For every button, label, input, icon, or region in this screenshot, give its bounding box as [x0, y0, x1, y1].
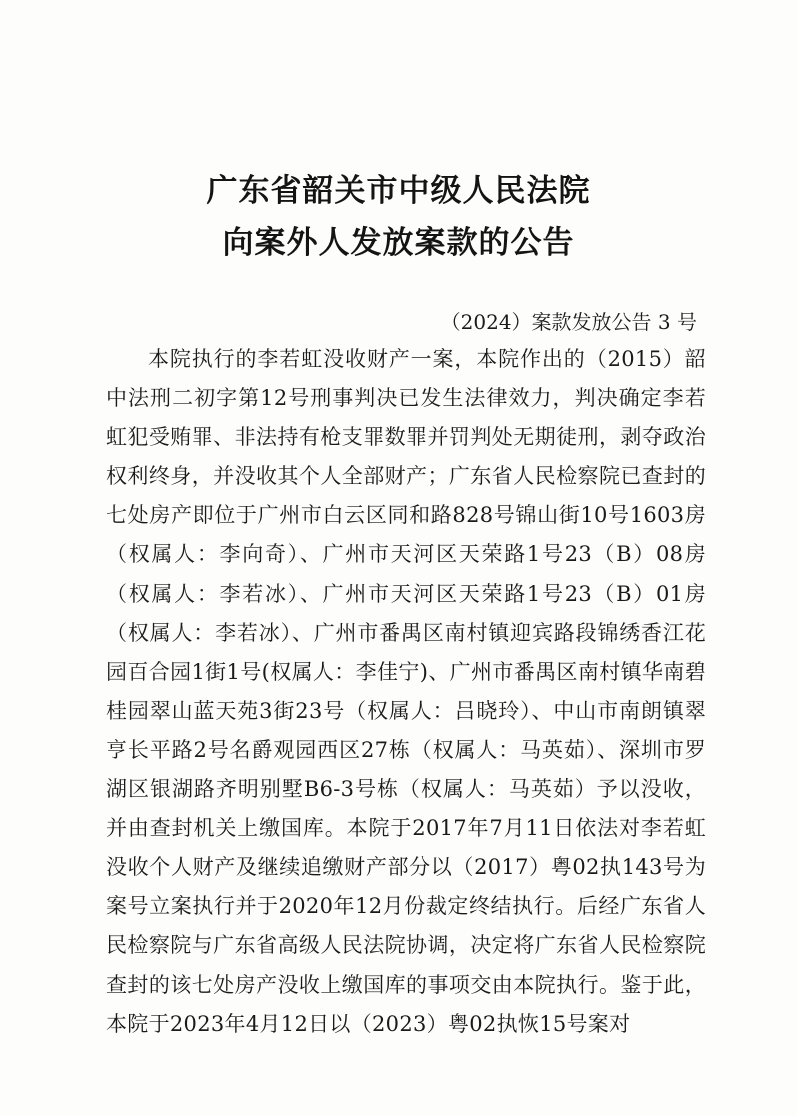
document-title-line-1: 广东省韶关市中级人民法院: [206, 173, 591, 209]
document-number: （2024）案款发放公告 3 号: [440, 310, 697, 334]
document-title-line-2: 向案外人发放案款的公告: [222, 225, 575, 261]
body-paragraph: 本院执行的李若虹没收财产一案，本院作出的（2015）韶中法刑二初字第12号刑事判决已发生法律效力，判决确定李若虹犯受贿罪、非法持有枪支罪数罪并罚判处无期徒刑，剥夺政治权利终身，并没收其个人全部财产；广东省人民检察院已查封的七处房产即位于广州市白云区同和路828号锦山街10号1603房（权属人：李向奇）、广州市天河区天荣路1号23（B）08房（权属人：李若冰）、广州市天河区天荣路1号23（B）01房（权属人：李若冰）、广州市番禺区南村镇迎宾路段锦绣香江花园百合园1街1号(权属人：李佳宁)、广州市番禺区南村镇华南碧桂园翠山蓝天苑3街23号（权属人：吕晓玲）、中山市南朗镇翠亨长平路2号名爵观园西区27栋（权属人：马英茹）、深圳市罗湖区银湖路齐明别墅B6-3号栋（权属人：马英茹）予以没收，并由查封机关上缴国库。本院于2017年7月11日依法对李若虹没收个人财产及继续追缴财产部分以（2017）粤02执143号为案号立案执行并于2020年12月份裁定终结执行。后经广东省人民检察院与广东省高级人民法院协调，决定将广东省人民检察院查封的该七处房产没收上缴国库的事项交由本院执行。鉴于此，本院于2023年4月12日以（2023）粤02执恢15号案对: [106, 347, 706, 1036]
